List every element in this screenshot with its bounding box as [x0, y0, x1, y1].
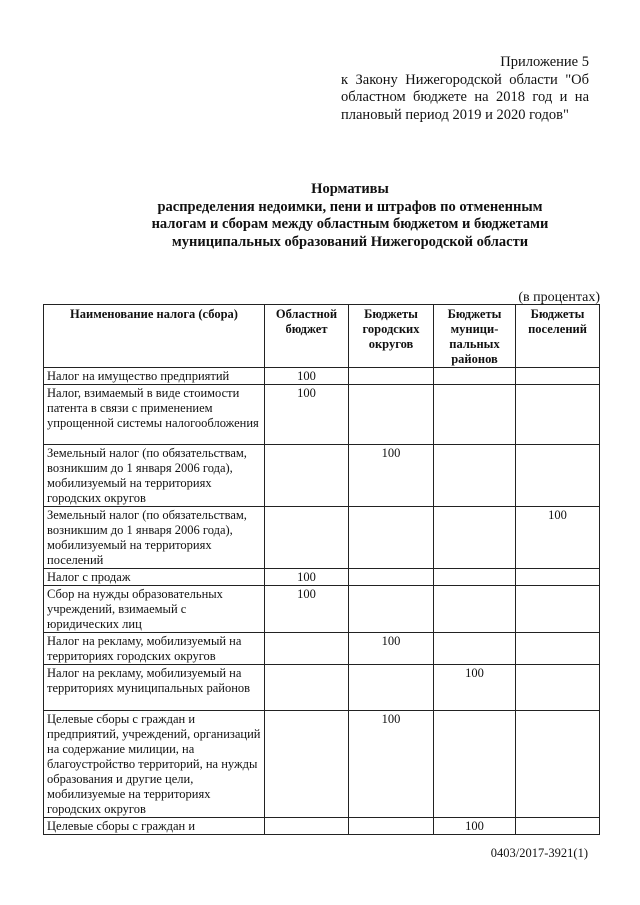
- table-row: [44, 385, 600, 445]
- header-tax-name: Наименование налога (сбора): [44, 305, 265, 368]
- heading-line-3: налогам и сборам между областным бюджетом и бюджетами: [151, 216, 549, 232]
- tax-name: Целевые сборы с граждан и: [44, 818, 265, 835]
- regional-value: [265, 711, 349, 818]
- table-row: [44, 445, 600, 507]
- tax-name: Земельный налог (по обязательствам, возникшим до 1 января 2006 года), мобилизуемый на территориях поселений: [44, 507, 265, 569]
- document-code: 0403/2017-3921(1): [490, 846, 588, 860]
- city-value: [349, 818, 434, 835]
- settlement-value: [516, 711, 600, 818]
- district-value: [434, 385, 516, 445]
- settlement-value: 100: [516, 507, 600, 569]
- district-value: [434, 368, 516, 385]
- regional-value: [265, 818, 349, 835]
- appendix-title: Приложение 5: [500, 54, 589, 70]
- document-heading: [100, 181, 600, 251]
- regional-value: [265, 507, 349, 569]
- settlement-value: [516, 385, 600, 445]
- tax-name: Налог с продаж: [44, 569, 265, 586]
- table-row: [44, 586, 600, 633]
- tax-name: Земельный налог (по обязательствам, возникшим до 1 января 2006 года), мобилизуемый на территориях городских округов: [44, 445, 265, 507]
- header-city-districts: Бюджеты городских округов: [349, 305, 434, 368]
- city-value: [349, 665, 434, 711]
- settlement-value: [516, 445, 600, 507]
- table-row: [44, 569, 600, 586]
- city-value: 100: [349, 711, 434, 818]
- regional-value: 100: [265, 368, 349, 385]
- header-municipal-districts: Бюджеты муници-пальных районов: [434, 305, 516, 368]
- tax-name: Налог на рекламу, мобилизуемый на территориях муниципальных районов: [44, 665, 265, 711]
- header-regional-budget: Областной бюджет: [265, 305, 349, 368]
- header-settlements: Бюджеты поселений: [516, 305, 600, 368]
- table-row: [44, 818, 600, 835]
- city-value: 100: [349, 633, 434, 665]
- city-value: 100: [349, 445, 434, 507]
- table-header-row: [44, 305, 600, 368]
- city-value: [349, 569, 434, 586]
- tax-name: Целевые сборы с граждан и предприятий, учреждений, организаций на содержание милиции, на благоустройство территорий, на нужды образования и другие цели, мобилизуемые на территориях городских округов: [44, 711, 265, 818]
- district-value: [434, 569, 516, 586]
- regional-value: 100: [265, 569, 349, 586]
- table-row: [44, 711, 600, 818]
- district-value: [434, 633, 516, 665]
- regional-value: [265, 665, 349, 711]
- district-value: 100: [434, 665, 516, 711]
- heading-line-2: распределения недоимки, пени и штрафов по отмененным: [157, 198, 543, 215]
- settlement-value: [516, 633, 600, 665]
- table-row: [44, 368, 600, 385]
- heading-line-4: муниципальных образований Нижегородской области: [171, 233, 529, 250]
- city-value: [349, 507, 434, 569]
- city-value: [349, 385, 434, 445]
- table-row: [44, 665, 600, 711]
- tax-name: Налог на имущество предприятий: [44, 368, 265, 385]
- tax-name: Налог, взимаемый в виде стоимости патента в связи с применением упрощенной системы налогообложения: [44, 385, 265, 445]
- district-value: [434, 711, 516, 818]
- appendix-block: [341, 54, 589, 124]
- heading-line-1: Нормативы: [311, 181, 389, 197]
- settlement-value: [516, 569, 600, 586]
- settlement-value: [516, 818, 600, 835]
- district-value: [434, 507, 516, 569]
- district-value: 100: [434, 818, 516, 835]
- tax-name: Сбор на нужды образовательных учреждений, взимаемый с юридических лиц: [44, 586, 265, 633]
- settlement-value: [516, 368, 600, 385]
- city-value: [349, 368, 434, 385]
- table-row: [44, 633, 600, 665]
- regional-value: 100: [265, 586, 349, 633]
- appendix-text: к Закону Нижегородской области "Об областном бюджете на 2018 год и на плановый период 2019 и 2020 годов": [341, 71, 589, 123]
- settlement-value: [516, 586, 600, 633]
- district-value: [434, 445, 516, 507]
- city-value: [349, 586, 434, 633]
- regional-value: [265, 633, 349, 665]
- district-value: [434, 586, 516, 633]
- table-row: [44, 507, 600, 569]
- regional-value: [265, 445, 349, 507]
- regional-value: 100: [265, 385, 349, 445]
- norms-table: [43, 304, 600, 835]
- tax-name: Налог на рекламу, мобилизуемый на территориях городских округов: [44, 633, 265, 665]
- unit-note: (в процентах): [518, 290, 600, 305]
- settlement-value: [516, 665, 600, 711]
